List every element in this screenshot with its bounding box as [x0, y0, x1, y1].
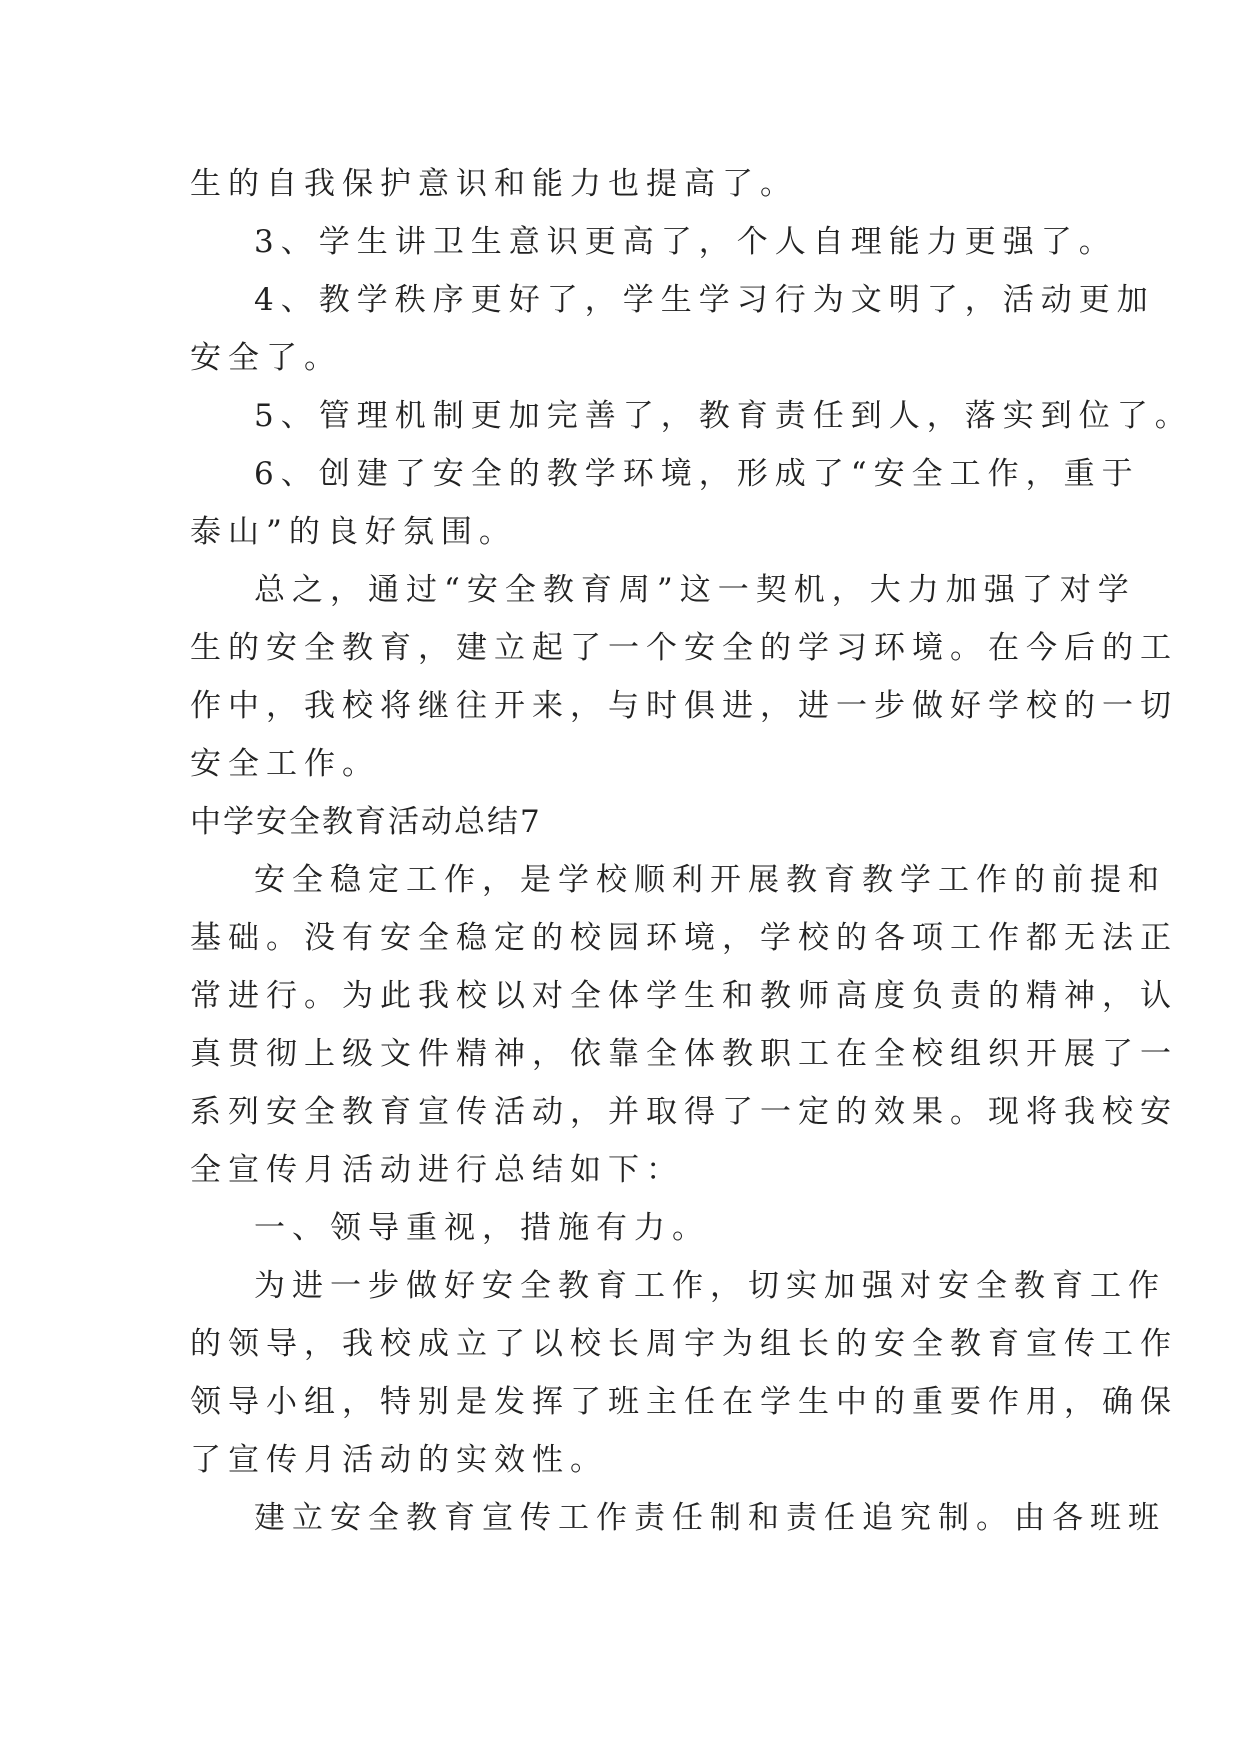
text-line: 领导小组，特别是发挥了班主任在学生中的重要作用，确保: [190, 1384, 1178, 1420]
text-line: 生的安全教育，建立起了一个安全的学习环境。在今后的工: [190, 630, 1178, 666]
document-body: [190, 155, 1193, 1547]
list-item-3: 3、学生讲卫生意识更高了，个人自理能力更强了。: [254, 224, 1117, 260]
paragraph-responsibility-start: 建立安全教育宣传工作责任制和责任追究制。由各班班: [254, 1500, 1166, 1536]
paragraph-summary-start: 总之，通过“安全教育周”这一契机，大力加强了对学: [254, 572, 1136, 608]
text-line: 安全工作。: [190, 746, 380, 782]
text-line: 全宣传月活动进行总结如下：: [190, 1152, 684, 1188]
text-line: 系列安全教育宣传活动，并取得了一定的效果。现将我校安: [190, 1094, 1178, 1130]
subheading-leadership: 一、领导重视，措施有力。: [254, 1210, 710, 1246]
text-line: 基础。没有安全稳定的校园环境，学校的各项工作都无法正: [190, 920, 1178, 956]
text-line: 作中，我校将继往开来，与时俱进，进一步做好学校的一切: [190, 688, 1178, 724]
text-line: 的领导，我校成立了以校长周宇为组长的安全教育宣传工作: [190, 1326, 1178, 1362]
text-line: 真贯彻上级文件精神，依靠全体教职工在全校组织开展了一: [190, 1036, 1178, 1072]
text-line: 泰山”的良好氛围。: [190, 514, 517, 550]
list-item-6: 6、创建了安全的教学环境，形成了“安全工作，重于: [254, 456, 1140, 492]
text-line: 生的自我保护意识和能力也提高了。: [190, 166, 798, 202]
list-item-4: 4、教学秩序更好了，学生学习行为文明了，活动更加: [254, 282, 1155, 318]
paragraph-intro-start: 安全稳定工作，是学校顺利开展教育教学工作的前提和: [254, 862, 1166, 898]
section-heading: 中学安全教育活动总结7: [190, 804, 542, 840]
text-line: 了宣传月活动的实效性。: [190, 1442, 608, 1478]
text-line: 安全了。: [190, 340, 342, 376]
paragraph-leadership-start: 为进一步做好安全教育工作，切实加强对安全教育工作: [254, 1268, 1166, 1304]
list-item-5: 5、管理机制更加完善了，教育责任到人，落实到位了。: [254, 398, 1193, 434]
text-line: 常进行。为此我校以对全体学生和教师高度负责的精神，认: [190, 978, 1178, 1014]
